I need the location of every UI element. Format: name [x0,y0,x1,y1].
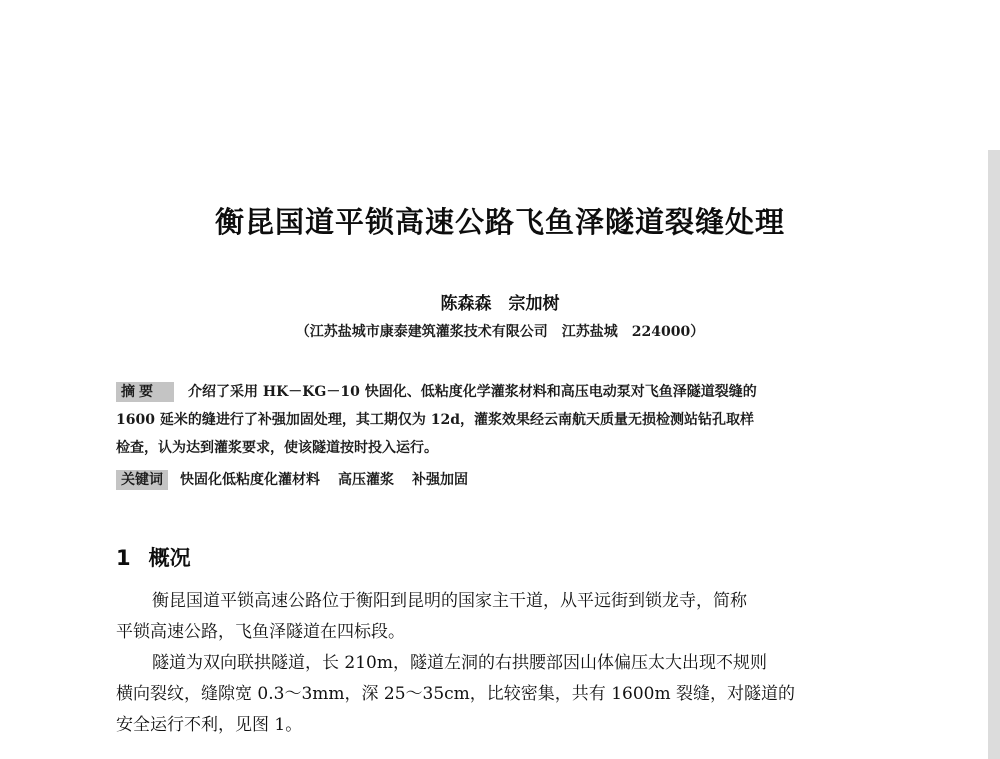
keyword: 快固化低粘度化灌材料 [180,472,320,488]
keyword: 高压灌浆 [338,472,394,488]
abstract-line: 1600 延米的缝进行了补强加固处理，其工期仅为 12d，灌浆效果经云南航天质量无损检测站钻孔取样 [116,412,754,428]
paper-affiliation: （江苏盐城市康泰建筑灌浆技术有限公司 江苏盐城 224000） [295,324,705,340]
abstract-line: 检查，认为达到灌浆要求，使该隧道按时投入运行。 [116,440,438,456]
body-line: 横向裂纹，缝隙宽 0.3～3mm，深 25～35cm，比较密集，共有 1600m 裂缝，对隧道的 [116,684,795,704]
page-edge-shadow [988,150,1000,759]
section-title: 概况 [148,546,191,570]
keywords-label: 关键词 [116,470,168,490]
section-body [116,586,891,741]
body-line: 隧道为双向联拱隧道，长 210m，隧道左洞的右拱腰部因山体偏压太大出现不规则 [152,653,767,673]
abstract-text: 介绍了采用 HK－KG－10 快固化、低粘度化学灌浆材料和高压电动泵对飞鱼泽隧道裂缝的 [188,384,757,400]
body-line: 平锁高速公路，飞鱼泽隧道在四标段。 [116,622,405,642]
body-line: 衡昆国道平锁高速公路位于衡阳到昆明的国家主干道，从平远街到锁龙寺，简称 [152,591,747,611]
keyword: 补强加固 [412,472,468,488]
section-number: 1 [116,546,131,570]
abstract-line [116,378,886,406]
keywords [116,466,468,494]
paper-title: 衡昆国道平锁高速公路飞鱼泽隧道裂缝处理 [214,205,785,239]
abstract [116,378,886,462]
body-line: 安全运行不利，见图 1。 [116,715,303,735]
paper-authors: 陈森森 宗加树 [440,294,560,314]
abstract-label: 摘要 [116,382,174,402]
section-heading [116,542,191,572]
